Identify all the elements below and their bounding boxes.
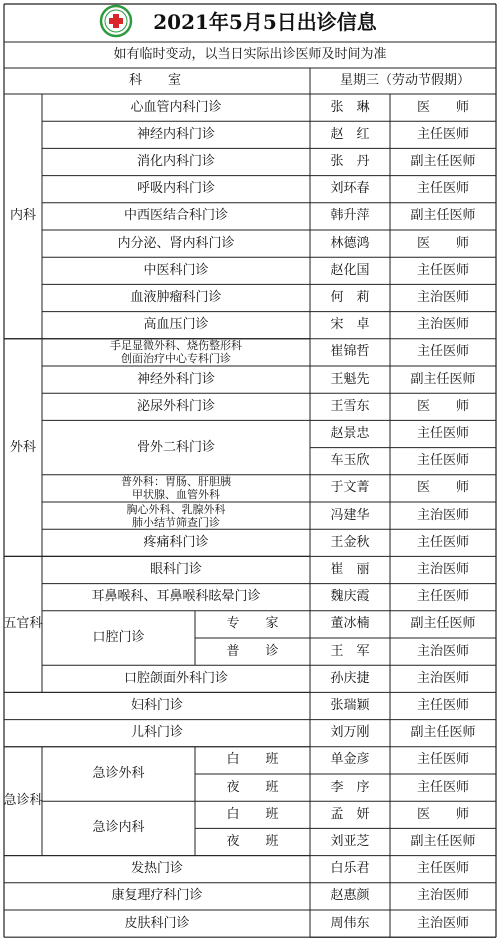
department-line: 手足显微外科、烧伤整形科: [110, 339, 242, 353]
doctor-title: 主任医师: [416, 344, 469, 360]
doctor-title: 主任医师: [416, 534, 469, 550]
department-line: 胸心外科、乳腺外科: [126, 502, 226, 516]
doctor-name: 崔 丽: [330, 561, 370, 577]
doctor-name: 何 莉: [330, 289, 370, 305]
doctor-name: 张瑞颖: [330, 697, 370, 713]
doctor-title: 副主任医师: [410, 208, 476, 224]
department-cell: 血液肿瘤科门诊: [130, 289, 222, 305]
department-cell: [42, 339, 310, 366]
doctor-title: 主任医师: [416, 589, 469, 605]
doctor-title: 医 师: [416, 398, 469, 414]
doctor-title: 主治医师: [416, 507, 469, 523]
doctor-title: 主任医师: [416, 262, 469, 278]
doctor-name: 白乐君: [330, 861, 370, 877]
hospital-logo: [96, 4, 136, 38]
department-cell: 呼吸内科门诊: [136, 181, 215, 197]
doctor-name: 刘亚芝: [330, 833, 370, 849]
page-title: 2021年5月5日出诊信息: [153, 10, 377, 34]
group-ent: 五官科: [3, 616, 43, 632]
doctor-name: 魏庆霞: [330, 589, 370, 605]
doctor-name: 赵景忠: [330, 425, 370, 441]
shift-cell: 夜 班: [226, 833, 279, 849]
doctor-name: 单金彦: [330, 752, 370, 768]
doctor-title: 主任医师: [416, 752, 469, 768]
department-cell: 内分泌、肾内科门诊: [117, 235, 235, 251]
header-department: 科 室: [128, 73, 181, 88]
doctor-title: 主治医师: [416, 888, 469, 904]
doctor-name: 张 丹: [330, 153, 370, 169]
department-cell: 心血管内科门诊: [130, 99, 222, 115]
doctor-name: 车玉欣: [330, 453, 370, 469]
doctor-name: 刘万刚: [330, 725, 370, 741]
shift-cell: 白 班: [226, 752, 279, 768]
doctor-name: 王雪东: [330, 398, 370, 414]
shift-cell: 夜 班: [226, 779, 279, 795]
doctor-name: 王 军: [330, 643, 370, 659]
doctor-name: 王魁先: [330, 371, 370, 387]
department-cell: 皮肤科门诊: [124, 915, 190, 931]
department-cell: 神经内科门诊: [136, 126, 215, 142]
department-cell: 发热门诊: [130, 861, 183, 877]
doctor-name: 孟 妍: [330, 806, 370, 822]
doctor-name: 林德鸿: [330, 235, 370, 251]
department-cell: 泌尿外科门诊: [136, 398, 215, 414]
doctor-title: 主任医师: [416, 181, 469, 197]
doctor-name: 王金秋: [330, 534, 370, 550]
doctor-name: 孙庆捷: [330, 670, 370, 686]
shift-cell: 普 诊: [226, 643, 279, 659]
doctor-title: 医 师: [416, 806, 469, 822]
department-cell: [42, 475, 310, 502]
doctor-name: 于文菁: [330, 480, 370, 496]
doctor-title: 主治医师: [416, 915, 469, 931]
doctor-title: 医 师: [416, 480, 469, 496]
doctor-title: 主治医师: [416, 561, 469, 577]
doctor-title: 副主任医师: [410, 371, 476, 387]
group-em-surgery: 急诊外科: [92, 765, 145, 781]
doctor-title: 副主任医师: [410, 833, 476, 849]
department-cell: 妇科门诊: [130, 697, 183, 713]
doctor-title: 主任医师: [416, 453, 469, 469]
doctor-title: 副主任医师: [410, 725, 476, 741]
doctor-name: 冯建华: [330, 507, 370, 523]
department-cell: 消化内科门诊: [136, 153, 215, 169]
doctor-name: 张 琳: [330, 99, 370, 115]
doctor-title: 主任医师: [416, 126, 469, 142]
department-cell: 眼科门诊: [149, 561, 202, 577]
department-cell: 耳鼻喉科、耳鼻喉科眩晕门诊: [91, 589, 261, 605]
doctor-title: 主任医师: [416, 697, 469, 713]
group-emergency: 急诊科: [3, 793, 43, 809]
doctor-name: 赵化国: [330, 262, 370, 278]
department-cell: 康复理疗科门诊: [111, 888, 203, 904]
doctor-title: 主治医师: [416, 643, 469, 659]
doctor-name: 崔锦哲: [330, 344, 370, 360]
doctor-name: 赵 红: [330, 126, 370, 142]
doctor-title: 主治医师: [416, 289, 469, 305]
group-internal: 内科: [9, 208, 36, 224]
doctor-name: 刘环春: [330, 181, 370, 197]
group-oral: 口腔门诊: [92, 629, 145, 645]
department-line: 甲状腺、血管外科: [132, 488, 220, 502]
shift-cell: 白 班: [226, 806, 279, 822]
doctor-name: 韩升萍: [330, 208, 370, 224]
group-surgery: 外科: [9, 439, 36, 455]
department-cell: 口腔颌面外科门诊: [123, 670, 228, 686]
department-cell: 高血压门诊: [143, 317, 209, 333]
doctor-title: 主任医师: [416, 425, 469, 441]
doctor-title: 主任医师: [416, 861, 469, 877]
department-line: 创面治疗中心专科门诊: [121, 352, 231, 366]
doctor-title: 主治医师: [416, 670, 469, 686]
doctor-name: 宋 卓: [330, 317, 370, 333]
department-line: 肺小结节筛查门诊: [132, 515, 220, 529]
department-cell: 神经外科门诊: [136, 371, 215, 387]
doctor-name: 李 序: [330, 779, 370, 795]
department-cell: 骨外二科门诊: [136, 439, 215, 455]
doctor-title: 副主任医师: [410, 616, 476, 632]
department-cell: 中西医结合科门诊: [123, 208, 228, 224]
doctor-title: 主任医师: [416, 779, 469, 795]
department-cell: 儿科门诊: [130, 725, 183, 741]
doctor-title: 医 师: [416, 99, 469, 115]
header-day: 星期三（劳动节假期）: [339, 73, 470, 88]
department-line: 普外科：胃肠、肝胆胰: [121, 475, 231, 489]
department-cell: [42, 502, 310, 529]
shift-cell: 专 家: [226, 616, 279, 632]
doctor-name: 周伟东: [330, 915, 370, 931]
doctor-title: 主治医师: [416, 317, 469, 333]
doctor-name: 赵惠颜: [330, 888, 370, 904]
notice-text: 如有临时变动，以当日实际出诊医师及时间为准: [113, 47, 387, 62]
doctor-name: 董冰楠: [330, 616, 370, 632]
doctor-title: 医 师: [416, 235, 469, 251]
group-em-internal: 急诊内科: [92, 820, 145, 836]
department-cell: 中医科门诊: [143, 262, 209, 278]
department-cell: 疼痛科门诊: [143, 534, 209, 550]
doctor-title: 副主任医师: [410, 153, 476, 169]
